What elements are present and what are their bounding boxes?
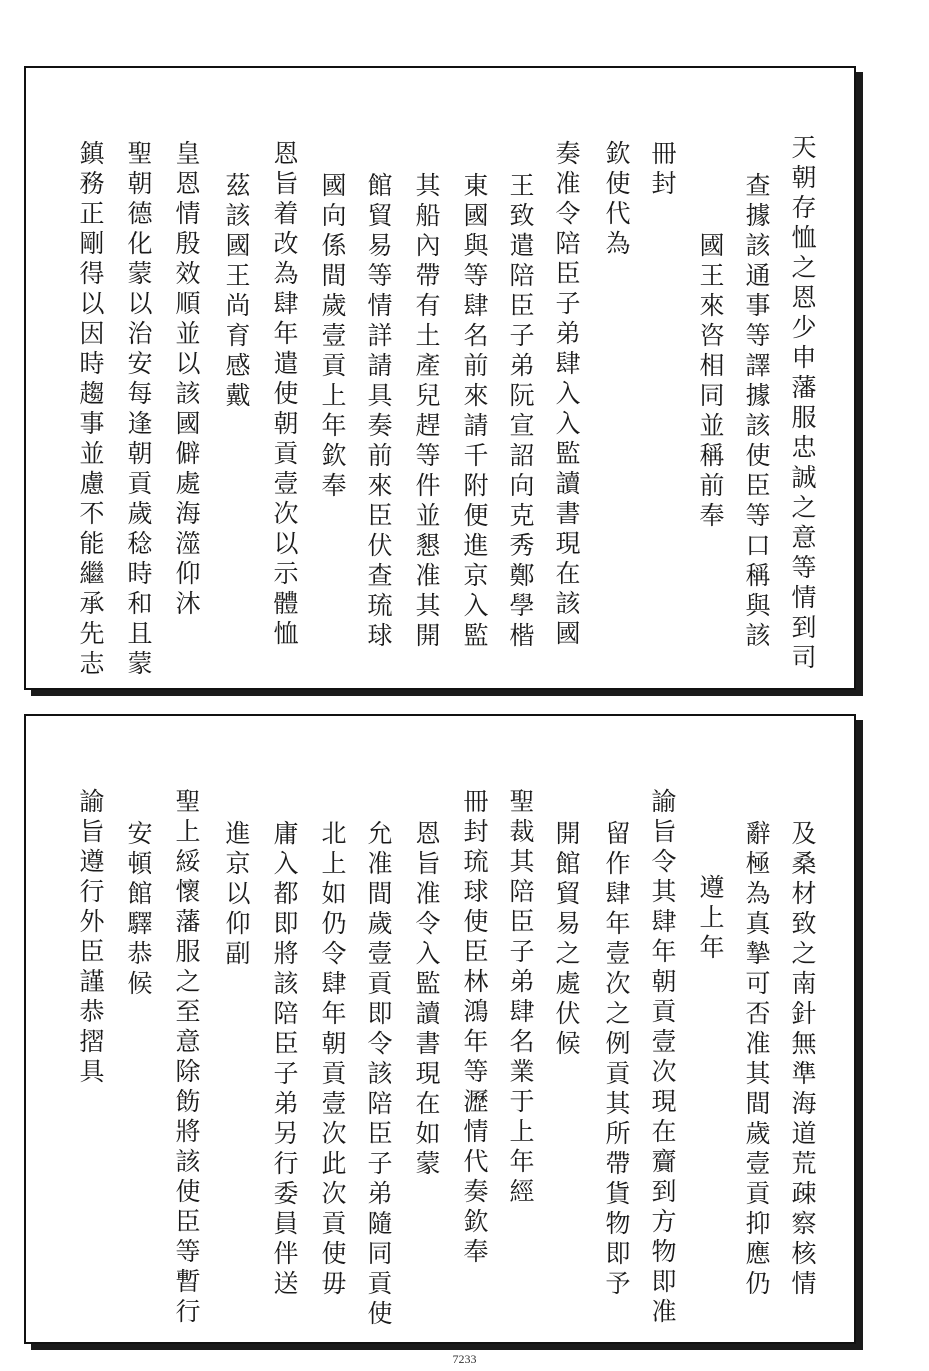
bottom-text-column: 進京以仰副 (222, 820, 251, 970)
top-text-column: 皇恩情殷效順並以該國僻處海澨仰沐 (172, 140, 201, 620)
bottom-text-column: 冊封琉球使臣林鴻年等瀝情代奏欽奉 (460, 788, 489, 1268)
bottom-text-column: 辭極為真摯可否准其間歲壹貢抑應仍 (742, 820, 771, 1300)
bottom-text-column: 安頓館驛恭候 (124, 820, 153, 1000)
top-text-column: 國王來咨相同並稱前奉 (696, 232, 725, 532)
top-text-column: 國向係間歲壹貢上年欽奉 (318, 172, 347, 502)
bottom-text-column: 恩旨准令入監讀書現在如蒙 (412, 820, 441, 1180)
top-text-column: 館貿易等情詳請具奏前來臣伏查琉球 (364, 172, 393, 652)
bottom-text-column: 諭旨遵行外臣謹恭摺具 (76, 788, 105, 1088)
bottom-text-column: 留作肆年壹次之例貢其所帶貨物即予 (602, 820, 631, 1300)
bottom-text-column: 遵上年 (696, 874, 725, 964)
top-text-column: 恩旨着改為肆年遣使朝貢壹次以示體恤 (270, 140, 299, 650)
top-text-column: 欽使代為 (602, 140, 631, 260)
bottom-text-column: 聖上綏懷藩服之至意除飭將該使臣等暫行 (172, 788, 201, 1328)
top-text-column: 鎮務正剛得以因時趨事並慮不能繼承先志 (76, 140, 105, 680)
top-text-column: 奏准令陪臣子弟肆入入監讀書現在該國 (552, 140, 581, 650)
bottom-text-column: 開館貿易之處伏候 (552, 820, 581, 1060)
top-text-column: 王致遣陪臣子弟阮宣詔向克秀鄭學楷 (506, 172, 535, 652)
document-panel-bottom (24, 714, 856, 1344)
bottom-text-column: 庸入都即將該陪臣子弟另行委員伴送 (270, 820, 299, 1300)
top-text-column: 冊封 (648, 140, 677, 200)
bottom-text-column: 及桑材致之南針無準海道荒疎察核情 (788, 820, 817, 1300)
page-number: 7233 (452, 1352, 477, 1366)
top-text-column: 查據該通事等譯據該使臣等口稱與該 (742, 172, 771, 652)
bottom-text-column: 允准間歲壹貢即令該陪臣子弟隨同貢使 (364, 820, 393, 1330)
top-text-column: 茲該國王尚育感戴 (222, 172, 251, 412)
top-text-column: 東國與等肆名前來請千附便進京入監 (460, 172, 489, 652)
top-text-column: 天朝存恤之恩少申藩服忠誠之意等情到司 (788, 134, 817, 674)
bottom-text-column: 諭旨令其肆年朝貢壹次現在齎到方物即准 (648, 788, 677, 1328)
bottom-text-column: 聖裁其陪臣子弟肆名業于上年經 (506, 788, 535, 1208)
top-text-column: 聖朝德化蒙以治安每逢朝貢歲稔時和且蒙 (124, 140, 153, 680)
document-panel-top (24, 66, 856, 690)
bottom-text-column: 北上如仍令肆年朝貢壹次此次貢使毋 (318, 820, 347, 1300)
top-text-column: 其船內帶有土產兒趕等件並懇准其開 (412, 172, 441, 652)
